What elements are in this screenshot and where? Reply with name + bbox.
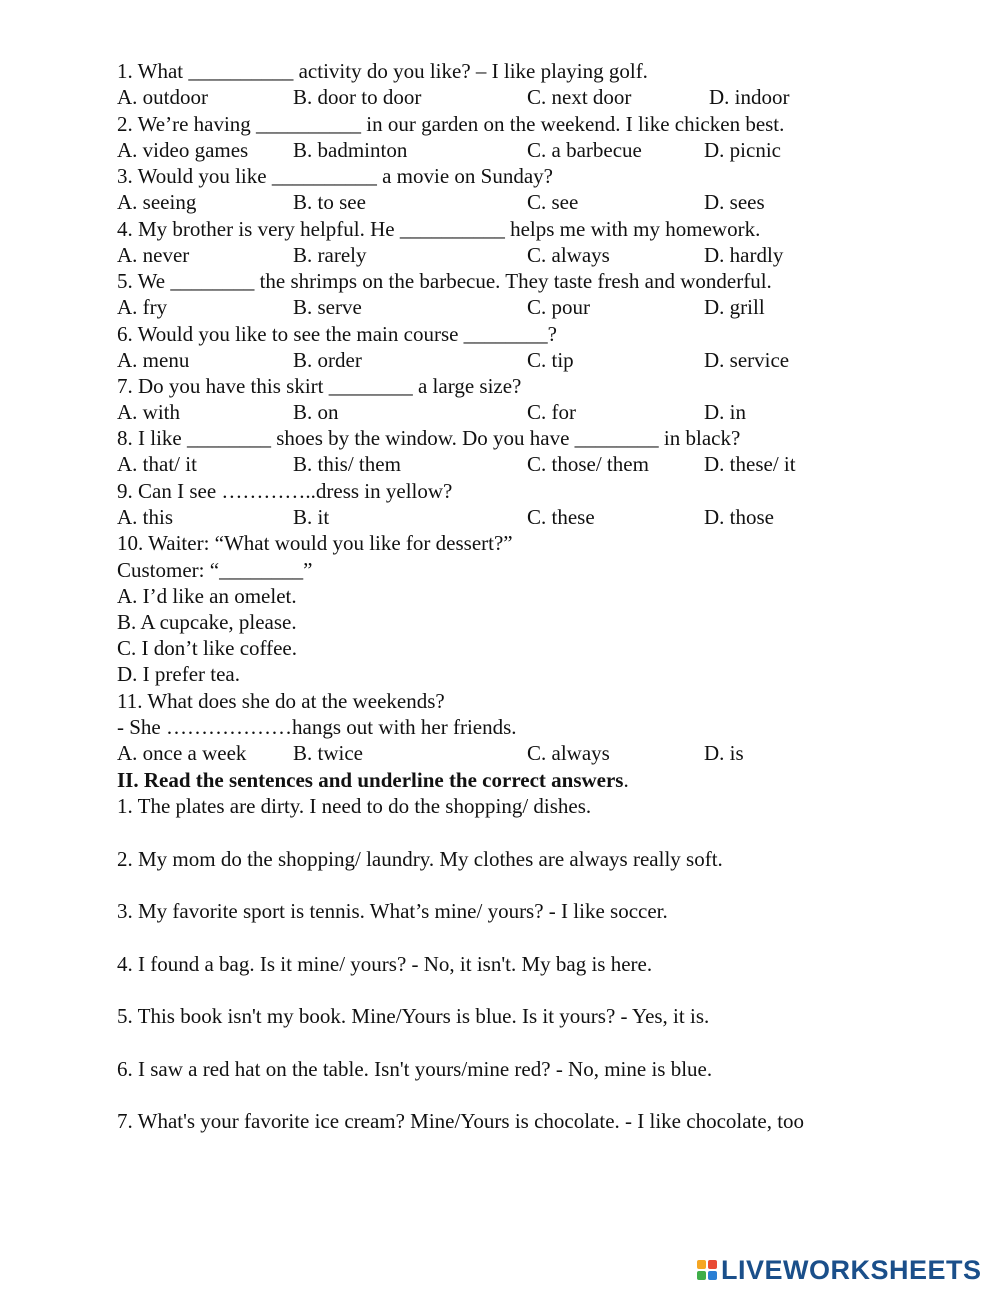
option-c: C. these	[527, 505, 595, 529]
question-10: 10. Waiter: “What would you like for dessert?”	[117, 531, 513, 555]
option-c: C. see	[527, 190, 579, 214]
option-d: D. service	[704, 348, 790, 372]
option-a: A. menu	[117, 348, 190, 372]
option-b: B. on	[293, 400, 339, 424]
option-b: B. twice	[293, 741, 363, 765]
option-d: D. in	[704, 400, 746, 424]
option-c: C. a barbecue	[527, 138, 642, 162]
option-d: D. grill	[704, 295, 765, 319]
option-d: D. is	[704, 741, 744, 765]
option-d: D. I prefer tea.	[117, 662, 241, 686]
option-a: A. fry	[117, 295, 168, 319]
question-11-answer: - She ………………hangs out with her friends.	[117, 715, 517, 739]
sentence-6[interactable]: 6. I saw a red hat on the table. Isn't yours/mine red? - No, mine is blue.	[117, 1057, 713, 1081]
sentence-7[interactable]: 7. What's your favorite ice cream? Mine/Yours is chocolate. - I like chocolate, too	[117, 1109, 805, 1133]
question-1: 1. What __________ activity do you like? – I like playing golf.	[117, 59, 648, 83]
option-b: B. door to door	[293, 85, 422, 109]
question-5: 5. We ________ the shrimps on the barbecue. They taste fresh and wonderful.	[117, 269, 772, 293]
option-c: C. for	[527, 400, 576, 424]
sentence-5[interactable]: 5. This book isn't my book. Mine/Yours is blue. Is it yours? - Yes, it is.	[117, 1004, 710, 1028]
option-d: D. these/ it	[704, 452, 796, 476]
option-d: D. those	[704, 505, 774, 529]
sentence-4[interactable]: 4. I found a bag. Is it mine/ yours? - No, it isn't. My bag is here.	[117, 952, 653, 976]
question-7: 7. Do you have this skirt ________ a large size?	[117, 374, 522, 398]
option-b: B. it	[293, 505, 330, 529]
question-8: 8. I like ________ shoes by the window. Do you have ________ in black?	[117, 426, 741, 450]
option-c: C. those/ them	[527, 452, 649, 476]
option-c: C. always	[527, 243, 610, 267]
option-a: A. seeing	[117, 190, 197, 214]
sentence-2[interactable]: 2. My mom do the shopping/ laundry. My clothes are always really soft.	[117, 847, 723, 871]
logo-block	[697, 1260, 706, 1269]
question-10-customer: Customer: “________”	[117, 558, 313, 582]
option-c: C. always	[527, 741, 610, 765]
option-a: A. outdoor	[117, 85, 208, 109]
option-a: A. that/ it	[117, 452, 197, 476]
option-a: A. never	[117, 243, 190, 267]
option-b: B. A cupcake, please.	[117, 610, 297, 634]
section-heading-text: II. Read the sentences and underline the correct answers	[117, 768, 624, 792]
option-b: B. this/ them	[293, 452, 401, 476]
section-heading	[117, 767, 629, 793]
section-heading-period: .	[623, 768, 629, 792]
sentence-1[interactable]: 1. The plates are dirty. I need to do the shopping/ dishes.	[117, 794, 592, 818]
option-c: C. next door	[527, 85, 632, 109]
option-b: B. to see	[293, 190, 366, 214]
option-d: D. picnic	[704, 138, 781, 162]
logo-block	[708, 1260, 717, 1269]
option-a: A. with	[117, 400, 180, 424]
option-b: B. order	[293, 348, 362, 372]
question-3: 3. Would you like __________ a movie on Sunday?	[117, 164, 553, 188]
option-d: D. hardly	[704, 243, 784, 267]
sentence-3[interactable]: 3. My favorite sport is tennis. What’s mine/ yours? - I like soccer.	[117, 899, 668, 923]
question-6: 6. Would you like to see the main course ________?	[117, 322, 558, 346]
option-d: D. indoor	[709, 85, 790, 109]
question-4: 4. My brother is very helpful. He __________ helps me with my homework.	[117, 217, 761, 241]
option-b: B. serve	[293, 295, 362, 319]
liveworksheets-logo	[697, 1255, 982, 1285]
option-c: C. I don’t like coffee.	[117, 636, 298, 660]
option-c: C. pour	[527, 295, 590, 319]
option-b: B. rarely	[293, 243, 367, 267]
logo-block	[697, 1271, 706, 1280]
option-a: A. video games	[117, 138, 249, 162]
logo-text: LIVEWORKSHEETS	[721, 1255, 982, 1285]
option-d: D. sees	[704, 190, 765, 214]
logo-blocks-icon	[697, 1260, 717, 1280]
question-2: 2. We’re having __________ in our garden on the weekend. I like chicken best.	[117, 112, 785, 136]
option-a: A. I’d like an omelet.	[117, 584, 297, 608]
option-c: C. tip	[527, 348, 574, 372]
logo-block	[708, 1271, 717, 1280]
question-9: 9. Can I see …………..dress in yellow?	[117, 479, 453, 503]
option-a: A. this	[117, 505, 174, 529]
question-11: 11. What does she do at the weekends?	[117, 689, 445, 713]
option-b: B. badminton	[293, 138, 408, 162]
option-a: A. once a week	[117, 741, 247, 765]
